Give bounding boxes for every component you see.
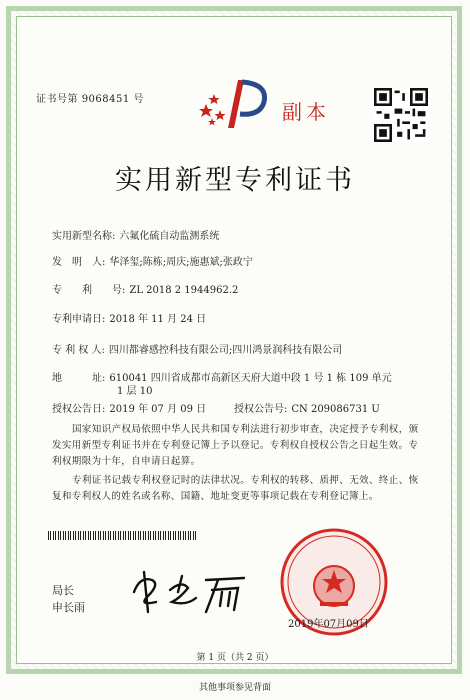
patentee-label: 专 利 权 人: xyxy=(52,345,105,356)
patentee-value: 四川都睿感控科技有限公司;四川鸿景润科技有限公司 xyxy=(108,345,343,356)
address-value-line1: 610041 四川省成都市高新区天府大道中段 1 号 1 栋 109 单元 xyxy=(109,373,392,384)
certificate-number-suffix: 号 xyxy=(133,94,144,105)
patent-number-row xyxy=(52,281,238,296)
address-row-continued xyxy=(117,382,152,397)
page-indicator: 第 1 页（共 2 页） xyxy=(196,653,274,663)
address-row xyxy=(52,369,392,384)
utility-model-name-value: 六氟化硫自动监测系统 xyxy=(119,231,220,242)
patent-office-logo-icon xyxy=(198,74,270,132)
back-side-note: 其他事项参见背面 xyxy=(198,683,271,693)
grant-number-value: CN 209086731 U xyxy=(291,404,380,415)
legal-status-paragraph: 专利证书记载专利权登记时的法律状况。专利权的转移、质押、无效、终止、恢复和专利权人的姓名或名称、国籍、地址变更等事项记载在专利登记簿上。 xyxy=(52,475,419,502)
filing-date-value: 2018 年 11 月 24 日 xyxy=(109,314,207,325)
filing-date-row xyxy=(52,310,206,325)
seal-date: 2019年07月09日 xyxy=(288,619,369,630)
grant-number-row xyxy=(234,400,380,415)
qr-code-icon xyxy=(374,88,428,142)
grant-number-label: 授权公告号: xyxy=(234,404,288,415)
director-signature xyxy=(126,562,250,618)
utility-model-name-row xyxy=(52,227,219,242)
barcode-icon xyxy=(48,531,198,540)
copy-mark: 副本 xyxy=(282,100,330,124)
patentee-row xyxy=(52,341,342,356)
filing-date-label: 专利申请日: xyxy=(52,314,106,325)
certificate-number xyxy=(36,90,144,105)
grant-date-value: 2019 年 07 月 09 日 xyxy=(109,404,207,415)
director-name: 申长雨 xyxy=(52,601,85,614)
certificate-title: 实用新型专利证书 xyxy=(115,165,355,196)
inventor-value: 华泽玺;陈栋;周庆;施惠斌;张政宁 xyxy=(109,257,253,268)
address-value-line2: 1 层 10 xyxy=(117,386,153,397)
patent-number-label: 专 利 号: xyxy=(52,285,126,296)
grant-date-row xyxy=(52,400,206,415)
certificate-number-label: 证书号第 xyxy=(36,94,78,105)
certificate-number-value: 9068451 xyxy=(81,94,130,105)
director-title: 局长 xyxy=(52,584,74,597)
utility-model-name-label: 实用新型名称: xyxy=(52,231,116,242)
address-label: 地 址: xyxy=(52,373,106,384)
inventor-label: 发 明 人: xyxy=(52,257,106,268)
grant-statement-paragraph: 国家知识产权局依照中华人民共和国专利法进行初步审查，决定授予专利权，颁发实用新型专利证书并在专利登记簿上予以登记。专利权自授权公告之日起生效。专利权期限为十年，自申请日起算。 xyxy=(52,424,419,467)
patent-number-value: ZL 2018 2 1944962.2 xyxy=(129,285,239,296)
grant-date-label: 授权公告日: xyxy=(52,404,106,415)
inventor-row xyxy=(52,253,253,268)
